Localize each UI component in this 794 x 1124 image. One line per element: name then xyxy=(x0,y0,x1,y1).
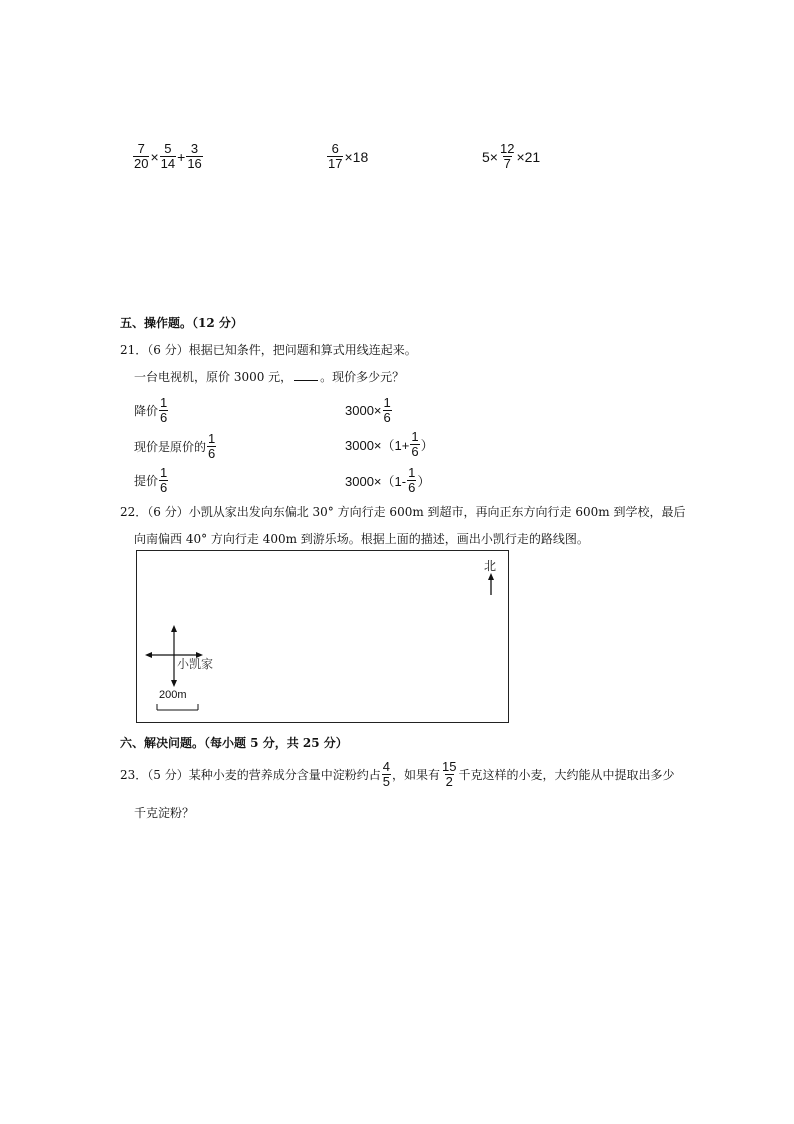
fraction: $\frac{1}{6}$ xyxy=(160,465,168,495)
expression-2: $\frac{6}{17}$ × 18 xyxy=(328,141,369,171)
fraction: $\frac{4}{5}$ xyxy=(382,759,390,789)
q21-heading: 21．（6 分）根据已知条件，把问题和算式用线连起来。 xyxy=(120,343,417,357)
q23-line-1: 23．（5 分）某种小麦的营养成分含量中淀粉约占 $\frac{4}{5}$ ，如果有 $\frac{15}{2}$ 千克这样的小麦，大约能从中提取出多少 xyxy=(120,759,675,789)
section-5-title: 五、操作题。（12 分） xyxy=(120,316,243,330)
fraction: $\frac{1}{6}$ xyxy=(411,429,419,459)
north-arrow-icon xyxy=(485,573,497,597)
q22-line-2: 向南偏西 40° 方向行走 400m 到游乐场。根据上面的描述，画出小凯行走的路线图。 xyxy=(134,532,589,546)
expression-3: 5 × $\frac{12}{7}$ × 21 xyxy=(482,141,541,171)
q21-right-option-3: 3000×（1- $\frac{1}{6}$ ） xyxy=(345,465,431,495)
answer-blank xyxy=(294,370,318,381)
fraction: $\frac{7}{20}$ xyxy=(134,141,149,171)
q21-stem: 一台电视机，原价 3000 元， 。现价多少元？ xyxy=(134,370,405,384)
fraction: $\frac{12}{7}$ xyxy=(499,141,515,171)
expression-1: $\frac{7}{20}$ × $\frac{5}{14}$ + $\frac{3}{16}$ xyxy=(134,141,202,171)
fraction: $\frac{6}{17}$ xyxy=(328,141,343,171)
fraction: $\frac{5}{14}$ xyxy=(160,141,176,171)
q21-right-option-1: 3000× $\frac{1}{6}$ xyxy=(345,395,391,425)
q23-line-2: 千克淀粉？ xyxy=(134,806,195,820)
q21-left-option-2: 现价是原价的 $\frac{1}{6}$ xyxy=(134,431,216,461)
q21-left-option-3: 提价 $\frac{1}{6}$ xyxy=(134,465,168,495)
q21-left-option-1: 降价 $\frac{1}{6}$ xyxy=(134,395,168,425)
fraction: $\frac{1}{6}$ xyxy=(160,395,168,425)
fraction: $\frac{15}{2}$ xyxy=(441,759,457,789)
section-6-title: 六、解决问题。（每小题 5 分，共 25 分） xyxy=(120,736,348,750)
fraction: $\frac{1}{6}$ xyxy=(408,465,416,495)
q22-line-1: 22．（6 分）小凯从家出发向东偏北 30° 方向行走 600m 到超市，再向正东方向行走 600m 到学校，最后 xyxy=(120,505,686,519)
north-label: 北 xyxy=(484,559,497,573)
fraction: $\frac{1}{6}$ xyxy=(383,395,391,425)
q21-right-option-2: 3000×（1+ $\frac{1}{6}$ ） xyxy=(345,429,434,459)
fraction: $\frac{1}{6}$ xyxy=(208,431,216,461)
scale-bar-icon xyxy=(156,703,200,711)
route-map-box xyxy=(136,550,509,723)
scale-label: 200m xyxy=(159,689,187,701)
fraction: $\frac{3}{16}$ xyxy=(187,141,202,171)
home-label: 小凯家 xyxy=(177,657,214,671)
